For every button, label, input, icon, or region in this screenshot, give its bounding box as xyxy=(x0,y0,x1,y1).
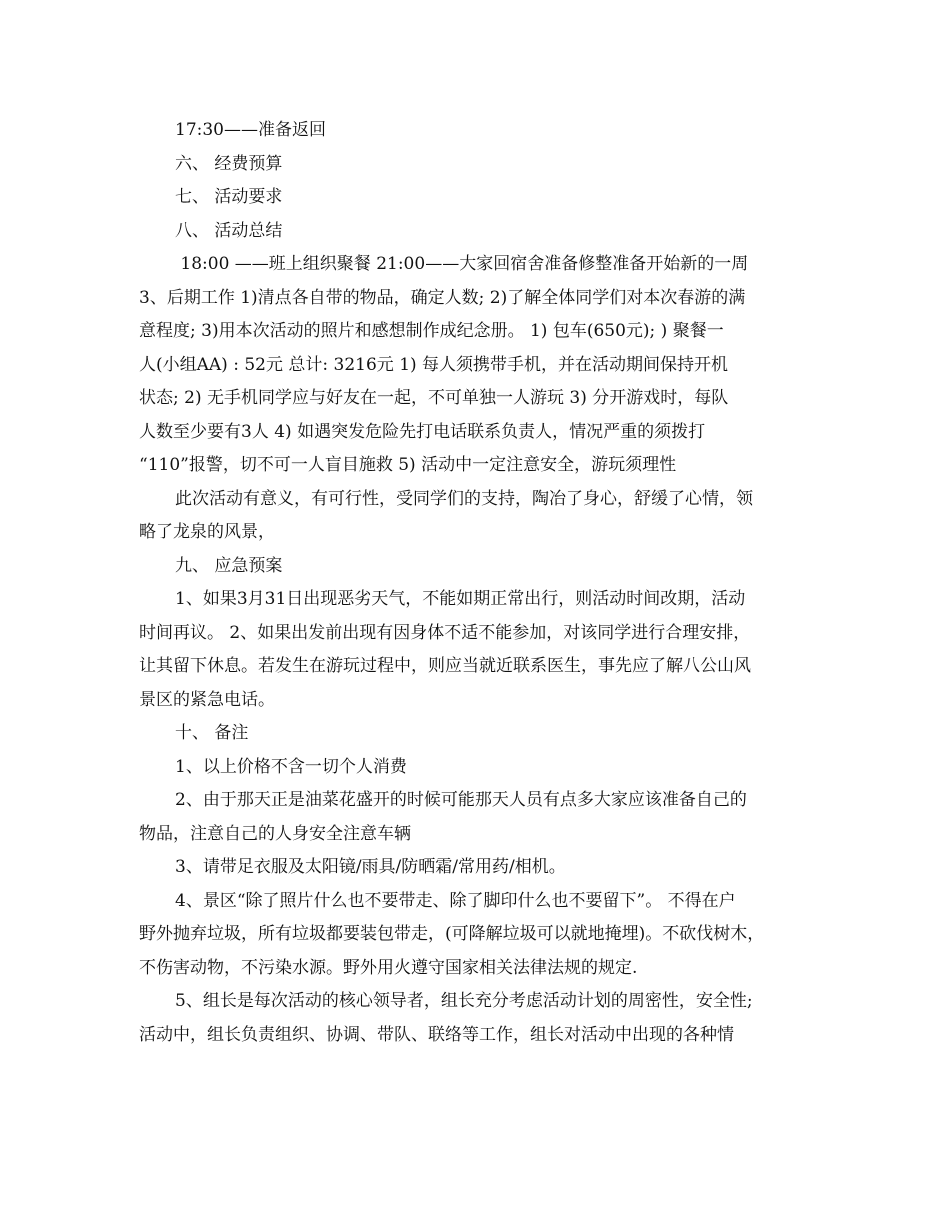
section-heading-requirements: 七、 活动要求 xyxy=(175,187,283,207)
text-line: 1、如果3月31日出现恶劣天气，不能如期正常出行，则活动时间改期，活动 xyxy=(175,589,746,609)
text-line: 物品，注意自己的人身安全注意车辆 xyxy=(139,823,411,844)
text-line: 让其留下休息。若发生在游玩过程中，则应当就近联系医生，事先应了解八公山风 xyxy=(139,656,751,676)
text-line: 3、请带足衣服及太阳镜/雨具/防晒霜/常用药/相机。 xyxy=(175,857,566,877)
text-line: 活动中，组长负责组织、协调、带队、联络等工作，组长对活动中出现的各种情 xyxy=(139,1024,734,1045)
text-line: 4、景区“除了照片什么也不要带走、除了脚印什么也不要留下”。 不得在户 xyxy=(175,890,736,911)
section-heading-summary: 八、 活动总结 xyxy=(175,220,283,241)
section-heading-notes: 十、 备注 xyxy=(175,723,249,743)
text-line: 2、由于那天正是油菜花盛开的时候可能那天人员有点多大家应该准备自己的 xyxy=(175,790,747,810)
document-body xyxy=(139,114,811,1052)
text-line: 时间再议。 2、如果出发前出现有因身体不适不能参加，对该同学进行合理安排， xyxy=(139,622,751,643)
text-line: 野外抛弃垃圾，所有垃圾都要装包带走，(可降解垃圾可以就地掩埋)。不砍伐树木， xyxy=(139,924,765,944)
text-line: 此次活动有意义，有可行性，受同学们的支持，陶冶了身心，舒缓了心情，领 xyxy=(175,488,753,509)
text-line: 略了龙泉的风景， xyxy=(139,522,275,542)
section-heading-budget: 六、 经费预算 xyxy=(175,153,283,174)
text-line: 人(小组AA) : 52元 总计: 3216元 1) 每人须携带手机，并在活动期间保持开机 xyxy=(139,354,729,375)
text-line: 景区的紧急电话。 xyxy=(139,689,275,710)
text-line: “110”报警，切不可一人盲目施救 5) 活动中一定注意安全，游玩须理性 xyxy=(139,455,677,475)
text-line: 3、后期工作 1)清点各自带的物品，确定人数; 2)了解全体同学们对本次春游的满 xyxy=(139,287,746,308)
text-line: 5、组长是每次活动的核心领导者，组长充分考虑活动计划的周密性，安全性; xyxy=(175,991,753,1011)
text-line: 1、以上价格不含一切个人消费 xyxy=(175,756,407,777)
text-line: 人数至少要有3人 4) 如遇突发危险先打电话联系负责人，情况严重的须拨打 xyxy=(139,421,706,442)
section-heading-emergency: 九、 应急预案 xyxy=(175,555,283,576)
text-line: 意程度; 3)用本次活动的照片和感想制作成纪念册。 1) 包车(650元); ) 聚餐一 xyxy=(139,321,724,341)
text-line: 18:00 ——班上组织聚餐 21:00——大家回宿舍准备修整准备开始新的一周 xyxy=(175,254,749,274)
text-line-return-time: 17:30——准备返回 xyxy=(175,120,326,140)
text-line: 不伤害动物，不污染水源。野外用火遵守国家相关法律法规的规定. xyxy=(139,957,638,978)
text-line: 状态; 2) 无手机同学应与好友在一起，不可单独一人游玩 3) 分开游戏时，每队 xyxy=(139,388,729,408)
